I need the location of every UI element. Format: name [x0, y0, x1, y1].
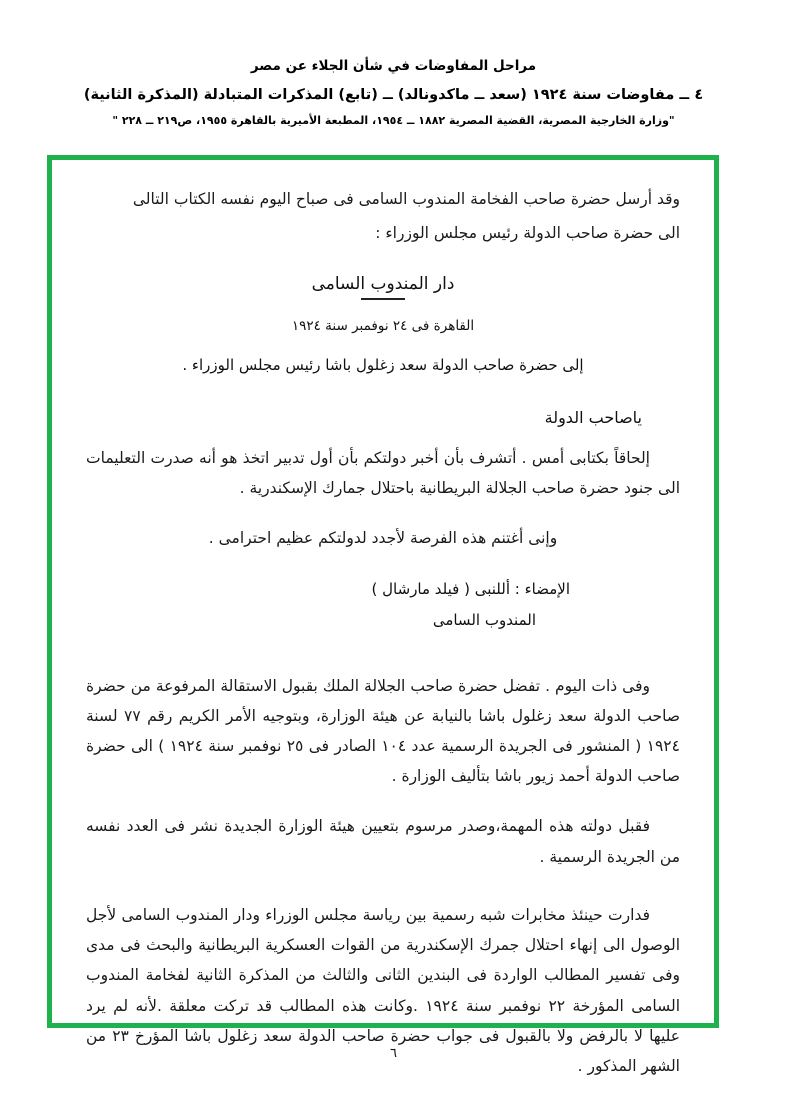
document-header [0, 0, 787, 127]
letter-paragraph-1: إلحاقاً بكتابى أمس . أتشرف بأن أخبر دولتكم بأن أول تدبير اتخذ هو أنه صدرت التعليمات الى جنود حضرة صاحب الجلالة البريطانية باحتلال جمارك الإسكندرية . [86, 448, 680, 498]
header-title: مراحل المفاوضات في شأن الجلاء عن مصر [250, 58, 537, 74]
spacer [86, 882, 680, 900]
signature-line [86, 574, 570, 606]
signature-label: الإمضاء : [514, 579, 570, 598]
spacer [86, 513, 680, 523]
signature-title: المندوب السامى [432, 611, 536, 630]
letter-salutation: ياصاحب الدولة [544, 407, 642, 427]
signature-block [86, 574, 570, 637]
intro-line-1: وقد أرسل حضرة صاحب الفخامة المندوب السامى فى صباح اليوم نفسه الكتاب التالى [132, 190, 680, 208]
page-number: ٦ [390, 1046, 397, 1061]
header-subtitle: ٤ ــ مفاوضات سنة ١٩٢٤ (سعد ــ ماكدونالد) ــ (تابع) المذكرات المتبادلة (المذكرة الثانية) [83, 87, 704, 103]
letter-dateline: القاهرة فى ٢٤ نوفمبر سنة ١٩٢٤ [291, 317, 475, 334]
letterhead-title: دار المندوب السامى [311, 274, 455, 295]
green-border-frame [47, 155, 719, 1075]
letterhead-divider [361, 298, 405, 300]
document-body [52, 160, 714, 1075]
spacer [86, 801, 680, 811]
header-source-citation: "وزارة الخارجية المصرية، القضية المصرية ١٨٨٢ ــ ١٩٥٤، المطبعة الأميرية بالقاهرة ١٩٥٥، ص٢١٩ ــ ٢٢٨ " [112, 114, 675, 127]
body-paragraph-4: فقبل دولته هذه المهمة،وصدر مرسوم بتعيين هيئة الوزارة الجديدة نشر فى العدد نفسه من الجريدة الرسمية . [86, 817, 680, 866]
letter-addressee: إلى حضرة صاحب الدولة سعد زغلول باشا رئيس مجلس الوزراء . [182, 355, 584, 374]
letter-paragraph-2: وإنى أغتنم هذه الفرصة لأجدد لدولتكم عظيم احترامى . [208, 529, 558, 548]
intro-line-2: الى حضرة صاحب الدولة رئيس مجلس الوزراء : [375, 224, 680, 243]
body-paragraph-3: وفى ذات اليوم . تفضل حضرة صاحب الجلالة الملك بقبول الاستقالة المرفوعة من حضرة صاحب الدولة سعد زغلول باشا بالنيابة عن هيئة الوزارة، وبتوجيه الأمر الكريم رقم ٧٧ لسنة ١٩٢٤ ( المنشور فى الجريدة الرسمية عدد ١٠٤ الصادر فى ٢٥ نوفمبر سنة ١٩٢٤ ) الى حضرة صاحب الدولة أحمد زيور باشا بتأليف الوزارة . [86, 676, 681, 786]
body-paragraph-5: فدارت حينئذ مخابرات شبه رسمية بين رياسة مجلس الوزراء ودار المندوب السامى لأجل الوصول الى إنهاء احتلال جمرك الإسكندرية من القوات العسكرية البريطانية والبحث فى مدى وفى تفسير المطالب الواردة فى البندين الثانى والثالث من المذكرة الثانية لفخامة المندوب السامى المؤرخة ٢٢ نوفمبر سنة ١٩٢٤ .وكانت هذه المطالب قد تركت معلقة .لأنه لم يرد عليها لا بالرفض ولا بالقبول فى جواب حضرة صاحب الدولة سعد زغلول باشا المؤرخ ٢٣ من الشهر المذكور . [86, 905, 681, 1075]
signature-name: أللنبى ( فيلد مارشال ) [371, 579, 510, 598]
spacer [86, 637, 680, 671]
